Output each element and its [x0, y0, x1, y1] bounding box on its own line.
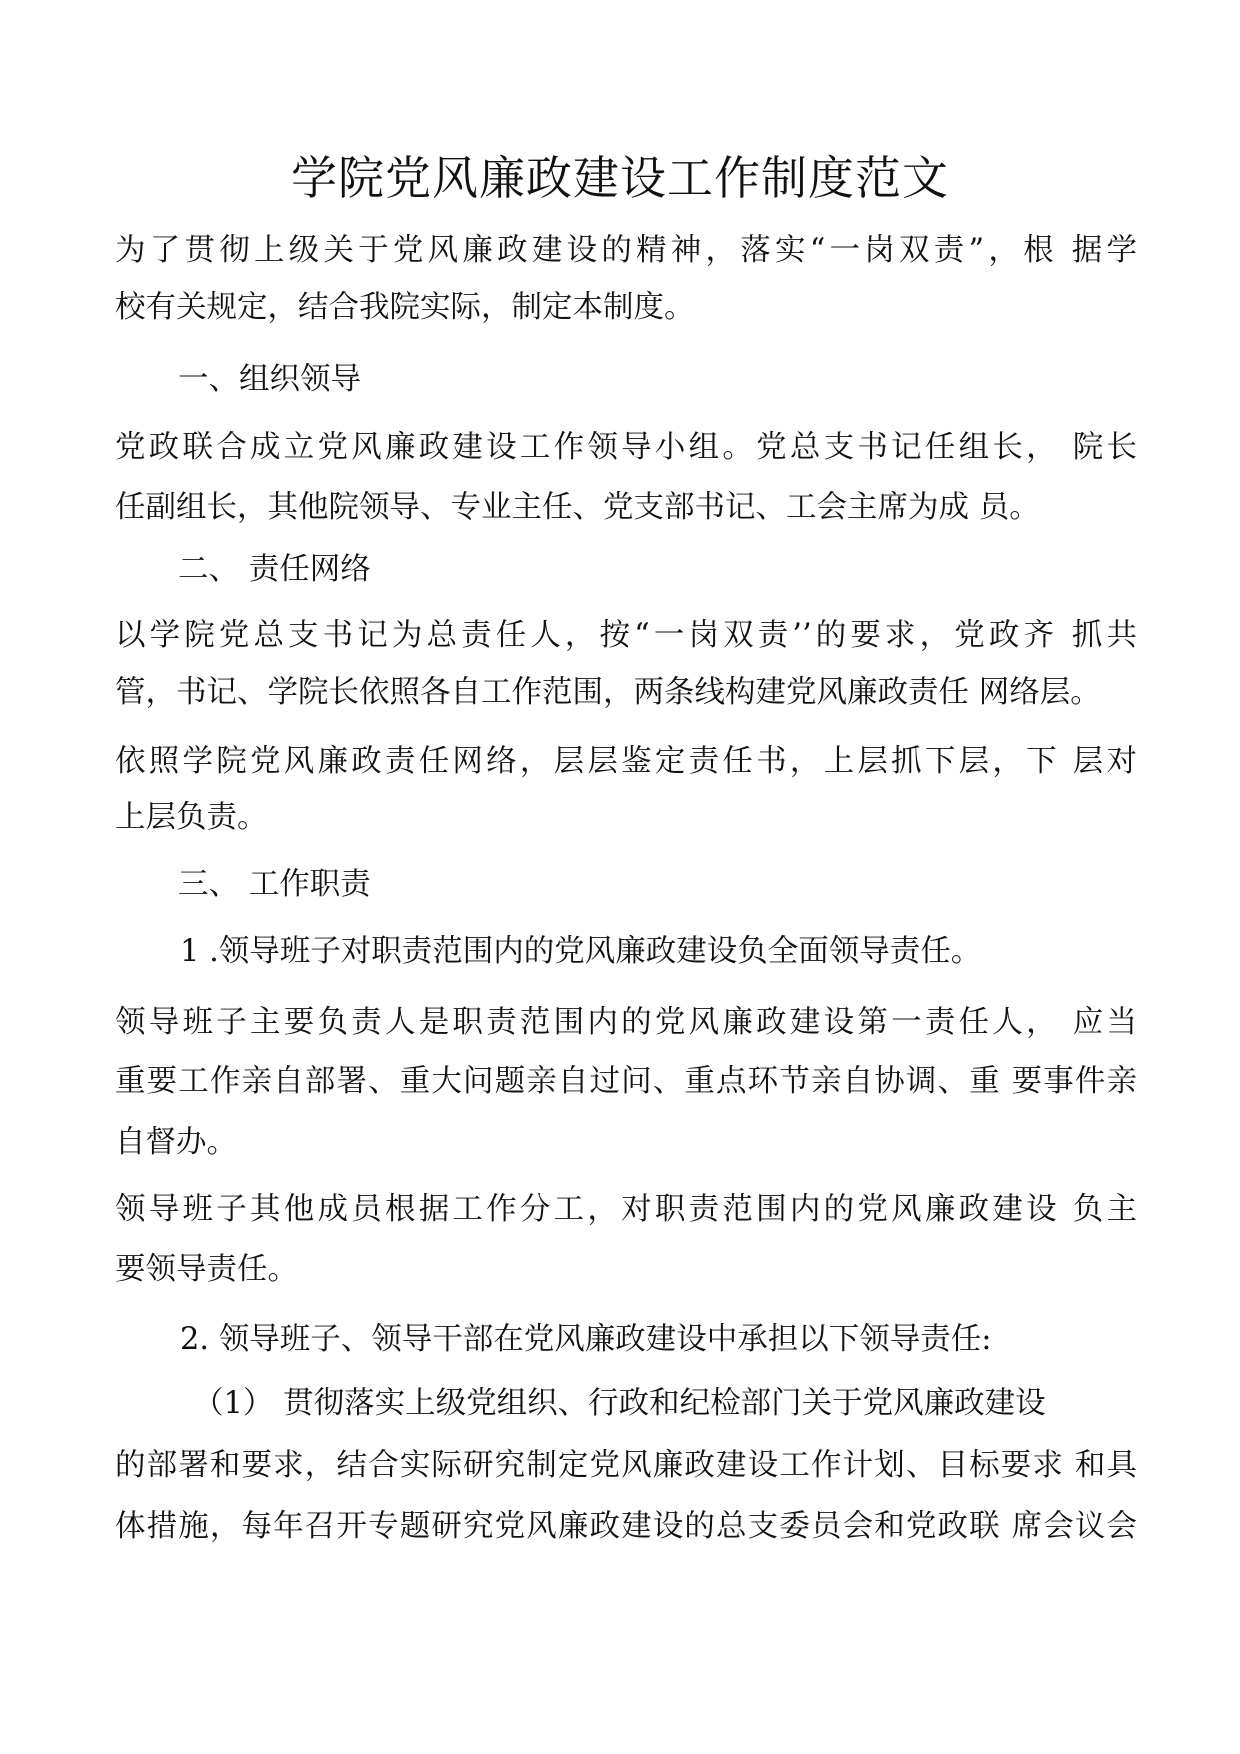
paragraph-line: 重要工作亲自部署、重大问题亲自过问、重点环节亲自协调、重 要事件亲 [115, 1064, 1137, 1099]
paragraph-line: 的部署和要求，结合实际研究制定党风廉政建设工作计划、目标要求 和具 [115, 1448, 1137, 1483]
paragraph-line: 校有关规定，结合我院实际，制定本制度。 [115, 290, 695, 325]
paragraph-line: 任副组长，其他院领导、专业主任、党支部书记、工会主席为成 员。 [115, 490, 1040, 525]
paragraph-line: 要领导责任。 [115, 1252, 298, 1287]
paragraph-line: 2. 领导班子、领导干部在党风廉政建设中承担以下领导责任: [180, 1322, 992, 1357]
document-title: 学院党风廉政建设工作制度范文 [291, 151, 949, 205]
paragraph-line: 依照学院党风廉政责任网络，层层鉴定责任书，上层抓下层，下 层对 [115, 744, 1137, 779]
paragraph-line: 体措施，每年召开专题研究党风廉政建设的总支委员会和党政联 席会议会 [115, 1509, 1137, 1544]
paragraph-line: 领导班子其他成员根据工作分工，对职责范围内的党风廉政建设 负主 [115, 1192, 1137, 1227]
paragraph-line: 上层负责。 [115, 800, 268, 835]
paragraph-line: 管，书记、学院长依照各自工作范围，两条线构建党风廉政责任 网络层。 [115, 675, 1101, 710]
paragraph-line: 1 .领导班子对职责范围内的党风廉政建设负全面领导责任。 [180, 934, 982, 969]
paragraph-line: 党政联合成立党风廉政建设工作领导小组。党总支书记任组长， 院长 [115, 430, 1137, 465]
section-heading: 二、 责任网络 [178, 552, 371, 587]
paragraph-line: （1） 贯彻落实上级党组织、行政和纪检部门关于党风廉政建设 [193, 1386, 1046, 1421]
paragraph-line: 自督办。 [115, 1125, 237, 1160]
section-heading: 一、组织领导 [178, 362, 361, 397]
paragraph-line: 领导班子主要负责人是职责范围内的党风廉政建设第一责任人， 应当 [115, 1005, 1137, 1040]
section-heading: 三、 工作职责 [178, 867, 371, 902]
paragraph-line: 以学院党总支书记为总责任人，按“一岗双责’’的要求，党政齐 抓共 [115, 618, 1137, 653]
paragraph-line: 为了贯彻上级关于党风廉政建设的精神，落实“一岗双责”，根 据学 [115, 233, 1137, 268]
